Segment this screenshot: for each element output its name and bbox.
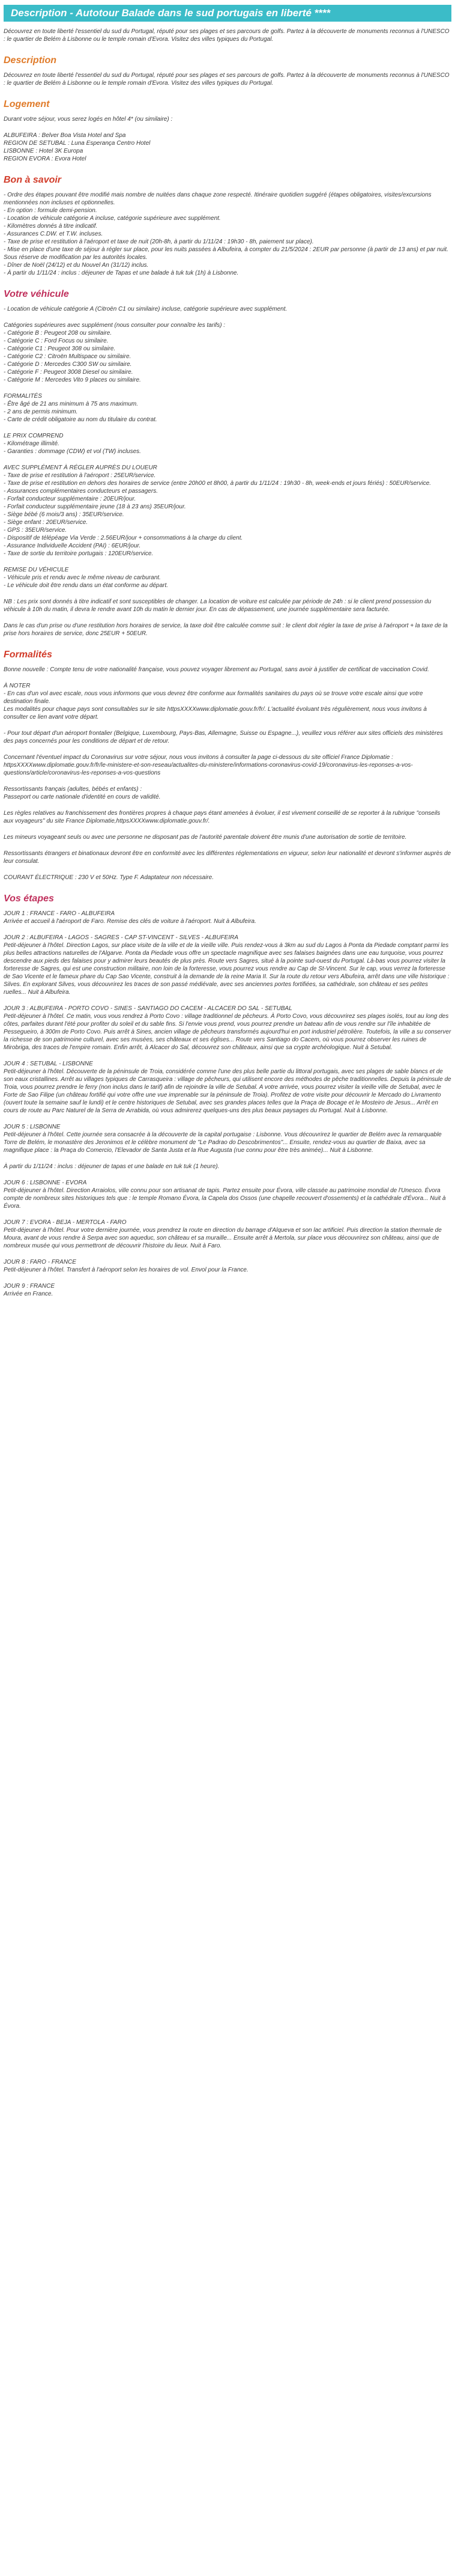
list-item: - Être âgé de 21 ans minimum à 75 ans maximum. [4,401,138,407]
remise-title: REMISE DU VÉHICULE [4,567,69,573]
page [0,5,455,1298]
list-item: - Taxe de sortie du territoire portugais : 120EUR/service. [4,550,154,557]
day-title: JOUR 6 : LISBONNE - EVORA [4,1180,87,1186]
voyage-heading: Vos étapes [4,894,54,904]
page-title-banner [4,5,451,22]
day-8 [4,1258,451,1274]
day-4 [4,1060,451,1115]
list-item: - Kilométrage illimité. [4,440,59,447]
day-text: Petit-déjeuner à l'hôtel. Direction Arraiolos, ville connu pour son artisanat de tapis. Partez ensuite pour Évora, ville classée au patrimoine mondial de l'Unesco. Évora compte de nombreux sites historiques tels que : le temple Romano Évora, la Capela dos Ossos (une chapelle recouvert d'ossements) et la cathédrale d'Évora... Nuit à Évora. [4,1187,446,1210]
day-text: Petit-déjeuner à l'hôtel. Ce matin, vous vous rendrez à Porto Covo : village traditionnel de pêcheurs. À Porto Covo, vous découvrirez ses plages isolés, tout au long des côtes, parfaites durant l'été pour profiter du soleil et du sable fins. Si l'envie vous prend, vous pourrez prendre un bateau afin de vous rendre sur l'île inhabitée de Pessegueiro, à 300m de Porto Covo. Puis arrêt à Sines, ancien village de pêcheurs transformés aujourd'hui en port industriel pétrolière. Toutefois, la ville a su conserver la richesse de son patrimoine culturel, avec ses musées, ses châteaux et ses églises... Route vers Santiago do Cacem, où vous pourrez observer les ruines de Mirobriga, des traces de l'empire romain. Enfin arrêt, à Alcacer do Sal, découvrez son châteaux, ainsi que sa crypte archéologique. Nuit à Setubal. [4,1013,451,1051]
day-text: À partir du 1/11/24 : inclus : déjeuner de tapas et une balade en tuk tuk (1 heure). [4,1163,220,1170]
logement-intro: Durant votre séjour, vous serez logés en hôtel 4* (ou similaire) : [4,116,173,123]
bon-a-savoir-heading: Bon à savoir [4,175,62,185]
bon-a-savoir-list [4,191,451,277]
list-item: - Assurances C.DW. et T.W. incluses. [4,231,103,237]
formalites-p6: Ressortissants français (adultes, bébés et enfants) : [4,786,142,793]
day-text: Petit-déjeuner à l'hôtel. Découverte de la péninsule de Troia, considérée comme l'une des plus belle partie du littoral portugais, avec ses plages de sable blancs et de son eaux cristallines. Arrêt au villages typiques de Carrasqueira : village de pêcheurs, qui utilisent encore des méthodes de pêche traditionnelles. Depuis la péninsule de Troia, vous pourrez prendre le ferry (non inclus dans le tarif) afin de rejoindre la ville de Setubal. A votre arrivée, vous pourrez visiter la vieille ville de Setubal, avec le Forte de Sao Filipe (un château fortifié qui votre offre une vue imprenable sur la péninsule de Troia). Profitez de votre visite pour découvrir le Mercado do Livramento (ouvert toute la semaine sauf le lundi) et le centre historiques de Setubal, avec ses grandes places telles que la Praça de Bocage et le Mosteiro de Jesus... Arrêt en cours de route au Parc Naturel de la Serra de Arrabida, où vous admirerez quelques-uns des plus beaux paysages du Portugal. Nuit à Lisbonne. [4,1068,451,1114]
list-item: REGION EVORA : Evora Hotel [4,156,86,162]
list-item: - Ordre des étapes pouvant être modifié mais nombre de nuitées dans chaque zone respecté. Itinéraire quotidien suggéré (étapes obligatoires, visites/excursions mentionnées non incluses et optionnelles. [4,192,432,206]
day-7 [4,1219,451,1250]
list-item: - Dîner de Noël (24/12) et du Nouvel An (31/12) inclus. [4,262,149,269]
day-text: Arrivée et accueil à l'aéroport de Faro. Remise des clés de voiture à l'aéroport. Nuit à Albufeira. [4,918,256,925]
list-item: - Assurance Individuelle Accident (PAI) : 6EUR/jour. [4,543,141,549]
supplements-title: AVEC SUPPLÉMENT À RÉGLER AUPRÈS DU LOUEUR [4,464,157,471]
formalites-p1: Bonne nouvelle : Compte tenu de votre nationalité française, vous pouvez voyager librement au Portugal, sans avoir à justifier de certificat de vaccination Covid. [4,666,429,673]
vehicule-intro: - Location de véhicule catégorie A (Citroën C1 ou similaire) incluse, catégorie supérieure avec supplément. [4,306,288,312]
formalites-p7: Les règles relatives au franchissement des frontières propres à chaque pays étant amenées à évoluer, il est vivement conseillé de se reporter à la rubrique "conseils aux voyageurs" du site France Diplomatie,httpsXXXXwww.diplomatie.gouv.fr/. [4,810,441,824]
description-text: Découvrez en toute liberté l'essentiel du sud du Portugal, réputé pour ses plages et ses parcours de golfs. Partez à la découverte de monuments reconnus à l'UNESCO : le quartier de Belém à Lisbonne ou le temple romain d'Evora. Visitez des villes typiques du Portugal. [4,72,450,87]
list-item: - Catégorie F : Peugeot 3008 Diesel ou similaire. [4,369,133,376]
list-item: - Catégorie C1 : Peugeot 308 ou similaire. [4,346,116,352]
day-3 [4,1005,451,1052]
day-5-note [4,1163,451,1171]
day-title: JOUR 9 : FRANCE [4,1283,55,1290]
day-text: Petit-déjeuner à l'hôtel. Cette journée sera consacrée à la découverte de la capital portugaise : Lisbonne. Vous découvrirez le quartier de Belém avec la remarquable Torre de Belém, le monastère des Jeronimos et le célèbre monument de "Le Padrao do Descobrimentos"... Ensuite, rendez-vous au quartier de Baixa, avec sa magnifique place : la Praça do Comercio, l'Elevador de Santa Justa et la Rue Augusta (rue connu pour être très animée)... Nuit à Lisbonne. [4,1131,442,1154]
list-item: ALBUFEIRA : Belver Boa Vista Hotel and Spa [4,132,126,139]
prix-title: LE PRIX COMPREND [4,433,64,439]
list-item: - Le véhicule doit être rendu dans un état conforme au départ. [4,582,169,589]
list-item: - Assurances complémentaires conducteurs et passagers. [4,488,158,495]
list-item: - Dispositif de télépéage Via Verde : 2.56EUR/jour + consommations à la charge du client. [4,535,243,541]
list-item: LISBONNE : Hotel 3K Europa [4,148,83,154]
list-item: - Catégorie C : Ford Focus ou similaire. [4,338,109,344]
list-item: - Catégorie M : Mercedes Vito 9 places ou similaire. [4,377,141,383]
list-item: REGION DE SETUBAL : Luna Esperança Centro Hotel [4,140,151,147]
list-item: - Carte de crédit obligatoire au nom du titulaire du contrat. [4,416,157,423]
list-item: - Garanties : dommage (CDW) et vol (TW) incluses. [4,448,141,455]
intro-text: Découvrez en toute liberté l'essentiel du sud du Portugal, réputé pour ses plages et ses parcours de golfs. Partez à la découverte de monuments reconnus à l'UNESCO : le quartier de Belém à Lisbonne ou le temple romain d'Evora. Visitez des villes typiques du Portugal. [4,28,450,43]
logement-list [4,132,451,163]
list-item: - Forfait conducteur supplémentaire : 20EUR/jour. [4,496,136,502]
day-title: JOUR 2 : ALBUFEIRA - LAGOS - SAGRES - CAP ST-VINCENT - SILVES - ALBUFEIRA [4,934,239,941]
day-title: JOUR 8 : FARO - FRANCE [4,1259,76,1265]
day-6 [4,1179,451,1210]
formalites-heading: Formalités [4,650,52,660]
formalites-p8: Les mineurs voyageant seuls ou avec une personne ne disposant pas de l'autorité parentale doivent être munis d'une autorisation de sortie de territoire. [4,834,407,841]
note-title: À NOTER [4,683,31,689]
list-item: - Kilomètres donnés à titre indicatif. [4,223,98,230]
list-item: - Taxe de prise et restitution à l'aéroport et taxe de nuit (20h-8h, à partir du 1/11/24 : 19h30 - 8h, paiement sur place). [4,239,314,245]
categories-list [4,329,451,384]
formalites-p2: - En cas d'un vol avec escale, nous vous informons que vous devrez être conforme aux formalités sanitaires du pays où se trouve votre escale ainsi que votre destination finale. [4,690,423,705]
page-title: Description - Autotour Balade dans le sud portugais en liberté **** [11,7,331,19]
formalites-title: FORMALITÉS [4,393,42,400]
day-title: JOUR 7 : EVORA - BEJA - MERTOLA - FARO [4,1219,127,1226]
vehicule-heading: Votre véhicule [4,289,69,299]
formalites-p5: Concernant l'éventuel impact du Coronavirus sur votre séjour, nous vous invitons à consulter la page ci-dessous du site officiel France Diplomatie : [4,754,393,761]
list-item: - Location de véhicule catégorie A incluse, catégorie supérieure avec supplément. [4,215,221,222]
day-9 [4,1282,451,1298]
day-text: Petit-déjeuner à l'hôtel. Direction Lagos, sur place visite de la ville et de la vieille ville. Puis rendez-vous à 3km au sud du Lagos à Ponta da Piedade comptant parmi les plus belles attractions naturelles de l'Algarve. Ponta da Piedade vous offre un spectacle magnifique avec ses falaises baignées dans une eau turquoise, vous pourrez descendre aux pieds des falaises pour y admirer leurs beautés de plus près. Route vers Sagres, situé à la pointe sud-ouest du Portugal. Là-bas vous pourrez visiter la forteresse de Sagres, qui est une construction militaire, non loin de la forteresse, vous pourrez vous rendre au Cap de St-Vincent. Sur le cap, vous verrez la forteresse de Sao Vicente et le fameux phare du Cap Sao Vicente, construit à la demande de la reine Maria II. Sur la route du retour vers Albufeira, arrêt dans une ville historique : Silves. En explorant Silves, vous découvrirez les traces de son passé médiévale, avec ses anciennes portes fortifiées, sa cathédrale, son château et ses petites ruelles... Nuit à Albufeira. [4,942,450,996]
day-1 [4,910,451,925]
list-item: - Catégorie D : Mercedes C300 SW ou similaire. [4,361,132,368]
list-item: - GPS : 35EUR/service. [4,527,67,534]
list-item: - Taxe de prise et restitution à l'aéroport : 25EUR/service. [4,472,156,479]
list-item: - Taxe de prise et restitution en dehors des horaires de service (entre 20h00 et 8h00, à partir du 1/11/24 : 19h30 - 8h, week-ends et jours fériés) : 50EUR/service. [4,480,432,487]
formalites-p10: COURANT ÉLECTRIQUE : 230 V et 50Hz. Type F. Adaptateur non nécessaire. [4,874,214,881]
day-title: JOUR 1 : FRANCE - FARO - ALBUFEIRA [4,910,115,917]
list-item: - Véhicule pris et rendu avec le même niveau de carburant. [4,574,161,581]
day-5 [4,1123,451,1154]
list-item: - Siège enfant : 20EUR/service. [4,519,88,526]
list-item: - Siège bébé (6 mois/3 ans) : 35EUR/service. [4,511,124,518]
day-text: Arrivée en France. [4,1291,53,1297]
list-item: - Forfait conducteur supplémentaire jeune (18 à 23 ans) 35EUR/jour. [4,504,186,510]
list-item: - À partir du 1/11/24 : inclus : déjeuner de Tapas et une balade à tuk tuk (1h) à Lisbonne. [4,270,239,276]
list-item: - Mise en place d'une taxe de séjour à régler sur place, pour les nuits passées à Albufeira, à compter du 21/5/2024 : 2EUR par personne (à partir de 13 ans) et par nuit. Sous réserve de modification par les autorités locales. [4,246,448,261]
formalites-link[interactable]: httpsXXXXwww.diplomatie.gouv.fr/fr/le-ministere-et-son-reseau/actualites-du-ministere/informations-coronavirus-covid-19/coronavirus-les-reponses-a-vos-questions/article/coronavirus-les-reponses-a-vos-questions [4,762,413,776]
day-text: Petit-déjeuner à l'hôtel. Transfert à l'aéroport selon les horaires de vol. Envol pour la France. [4,1267,249,1273]
formalites-p3: Les modalités pour chaque pays sont consultables sur le site httpsXXXXwww.diplomatie.gouv.fr/fr/. L'actualité évoluant très régulièrement, nous vous invitons à consulter ce lien avant votre départ. [4,706,427,720]
list-item: - 2 ans de permis minimum. [4,409,78,415]
content [0,22,455,1298]
list-item: - En option : formule demi-pension. [4,207,97,214]
day-title: JOUR 3 : ALBUFEIRA - PORTO COVO - SINES - SANTIAGO DO CACEM - ALCACER DO SAL - SETUBAL [4,1005,292,1012]
day-title: JOUR 4 : SETUBAL - LISBONNE [4,1061,93,1067]
day-title: JOUR 5 : LISBONNE [4,1124,61,1130]
day-text: Petit-déjeuner à l'hôtel. Pour votre dernière journée, vous prendrez la route en direction du barrage d'Alqueva et son lac artificiel. Puis direction la station thermale de Moura, avant de vous rendre à Serpa avec son aqueduc, son château et sa muraille... Ensuite arrêt à Mertola, sur place vous découvrirez son château, ainsi que de nombreux musée qui vous permettront de découvrir l'histoire du lieux. Nuit à Faro. [4,1227,442,1249]
day-2 [4,934,451,996]
list-item: - Catégorie C2 : Citroën Multispace ou similaire. [4,353,131,360]
categories-intro: Catégories supérieures avec supplément (nous consulter pour connaître les tarifs) : [4,322,226,329]
vehicule-nb: NB : Les prix sont donnés à titre indicatif et sont susceptibles de changer. La location de voiture est calculée par période de 24h : si le client prend possession du véhicule à 10h du matin, il devra le rendre avant 10h du matin le dernier jour. En cas de dépassement, une journée supplémentaire sera facturée. [4,598,432,613]
logement-heading: Logement [4,99,50,109]
formalites-p9: Ressortissants étrangers et binationaux devront être en conformité avec les différentes réglementations en vigueur, selon leur nationalité et devront s'informer auprès de leur consulat. [4,850,451,865]
list-item: - Catégorie B : Peugeot 208 ou similaire. [4,330,112,336]
vehicule-nb2: Dans le cas d'un prise ou d'une restitution hors horaires de service, la taxe doit être calculée comme suit : le client doit régler la taxe de prise à l'aéroport + la taxe de la prise hors horaires de service, donc 25EUR + 50EUR. [4,623,448,637]
formalites-p4: - Pour tout départ d'un aéroport frontalier (Belgique, Luxembourg, Pays-Bas, Allemagne, Suisse ou Espagne...), veuillez vous référer aux sites officiels des ministères des pays concernés pour les conditions de départ et de retour. [4,730,443,744]
description-heading: Description [4,55,57,65]
formalites-p6b: Passeport ou carte nationale d'identité en cours de validité. [4,794,161,800]
